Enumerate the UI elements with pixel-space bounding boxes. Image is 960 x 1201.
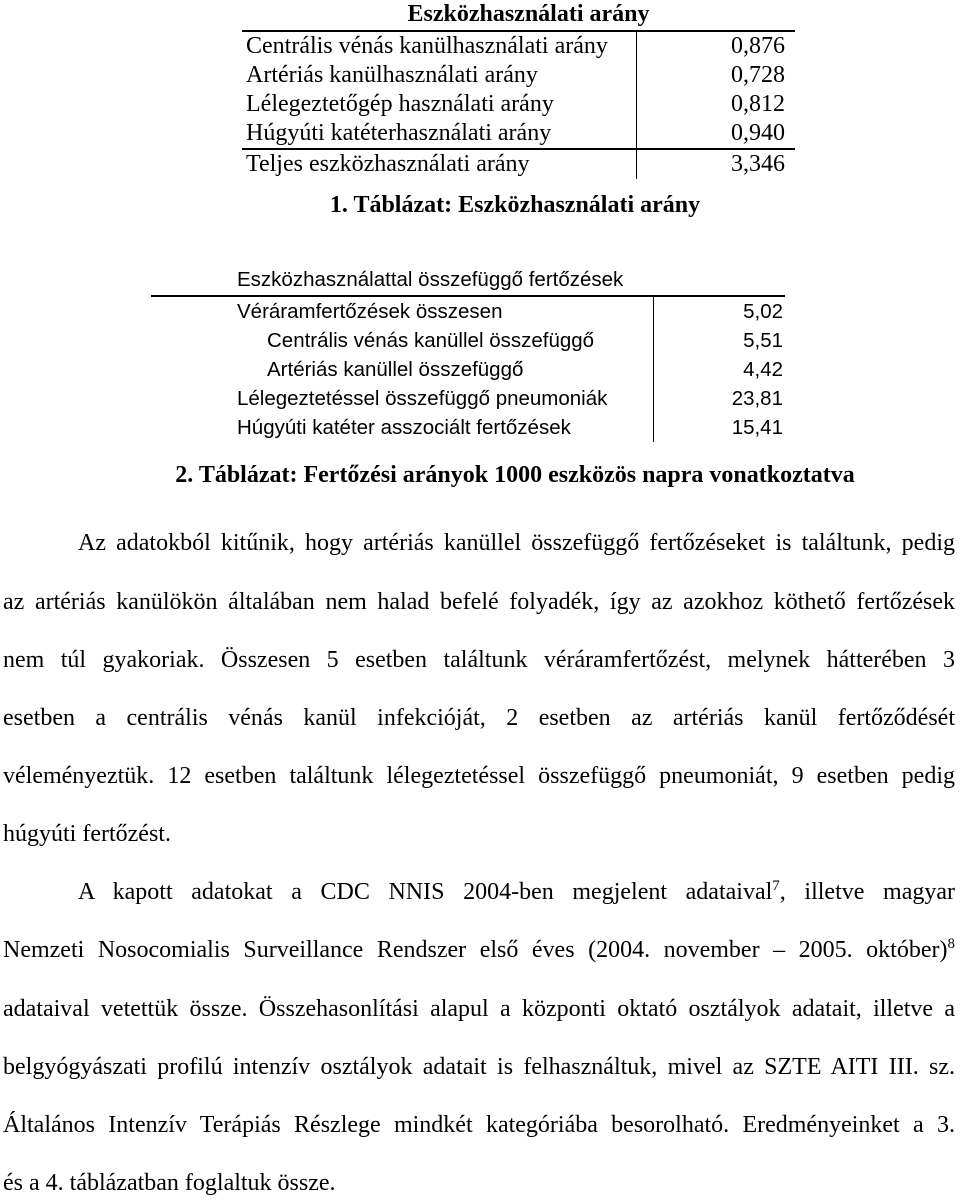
row-value: 23,81 <box>731 387 783 410</box>
table-row <box>237 384 785 413</box>
table-1-caption: 1. Táblázat: Eszközhasználati arány <box>329 192 701 218</box>
paragraph-line: véleményeztük. 12 esetben találtunk lélegeztetéssel összefüggő pneumoniát, 9 esetben pedig <box>3 763 955 789</box>
row-label: Húgyúti katéter asszociált fertőzések <box>237 413 654 442</box>
row-label: Húgyúti katéterhasználati arány <box>242 119 637 148</box>
row-value: 5,02 <box>743 300 783 323</box>
paragraph-line <box>3 937 955 964</box>
total-value: 3,346 <box>731 151 785 177</box>
paragraph-line: esetben a centrális vénás kanül infekcióját, 2 esetben az artériás kanül fertőződését <box>3 705 955 731</box>
row-value: 15,41 <box>731 416 783 439</box>
table-total-row <box>242 148 795 179</box>
paragraph-line: belgyógyászati profilú intenzív osztályok adatait is felhasználtuk, mivel az SZTE AITI III. sz. <box>3 1054 955 1080</box>
table-2 <box>237 265 785 442</box>
table-row <box>237 355 785 384</box>
row-label: Artériás kanüllel összefüggő <box>237 355 654 384</box>
table-2-caption: 2. Táblázat: Fertőzési arányok 1000 eszközös napra vonatkoztatva <box>175 462 855 488</box>
table-1-title: Eszközhasználati arány <box>242 0 795 32</box>
row-value: 4,42 <box>743 358 783 381</box>
row-label: Lélegeztetéssel összefüggő pneumoniák <box>237 384 654 413</box>
paragraph-line: Általános Intenzív Terápiás Részlege mindkét kategóriába besorolható. Eredményeinket a 3. <box>3 1112 955 1138</box>
row-value: 0,812 <box>731 91 785 117</box>
reference-superscript: 8 <box>947 936 955 952</box>
row-label: Véráramfertőzések összesen <box>237 297 654 326</box>
paragraph-line: húgyúti fertőzést. <box>3 821 171 847</box>
table-row <box>237 297 785 326</box>
row-value: 0,876 <box>731 33 785 59</box>
row-label: Lélegeztetőgép használati arány <box>242 90 637 119</box>
table-row <box>237 326 785 355</box>
paragraph-line: adataival vetettük össze. Összehasonlítási alapul a központi oktató osztályok adatait, illetve a <box>3 996 955 1022</box>
table-2-title: Eszközhasználattal összefüggő fertőzések <box>151 265 785 297</box>
row-value: 0,728 <box>731 62 785 88</box>
paragraph-line <box>78 879 955 906</box>
table-row <box>242 61 795 90</box>
reference-superscript: 7 <box>772 878 780 894</box>
table-row <box>237 413 785 442</box>
text-span: A kapott adatokat a CDC NNIS 2004-ben megjelent adataival <box>78 879 773 905</box>
paragraph-line: nem túl gyakoriak. Összesen 5 esetben találtunk véráramfertőzést, melynek hátterében 3 <box>3 647 955 673</box>
total-label: Teljes eszközhasználati arány <box>242 150 637 179</box>
paragraph-line: Az adatokból kitűnik, hogy artériás kanüllel összefüggő fertőzéseket is találtunk, pedig <box>78 530 955 556</box>
row-value: 5,51 <box>743 329 783 352</box>
row-label: Artériás kanülhasználati arány <box>242 61 637 90</box>
paragraph-line: és a 4. táblázatban foglaltuk össze. <box>3 1170 336 1196</box>
text-span: , illetve magyar <box>779 879 955 905</box>
row-label: Centrális vénás kanülhasználati arány <box>242 32 637 61</box>
text-span: Nemzeti Nosocomialis Surveillance Rendszer első éves (2004. november – 2005. október) <box>3 937 948 963</box>
paragraph-line: az artériás kanülökön általában nem halad befelé folyadék, így az azokhoz köthető fertőzések <box>3 589 955 615</box>
table-row <box>242 32 795 61</box>
row-label: Centrális vénás kanüllel összefüggő <box>237 326 654 355</box>
table-row <box>242 119 795 148</box>
row-value: 0,940 <box>731 120 785 146</box>
table-row <box>242 90 795 119</box>
table-1 <box>242 0 795 179</box>
